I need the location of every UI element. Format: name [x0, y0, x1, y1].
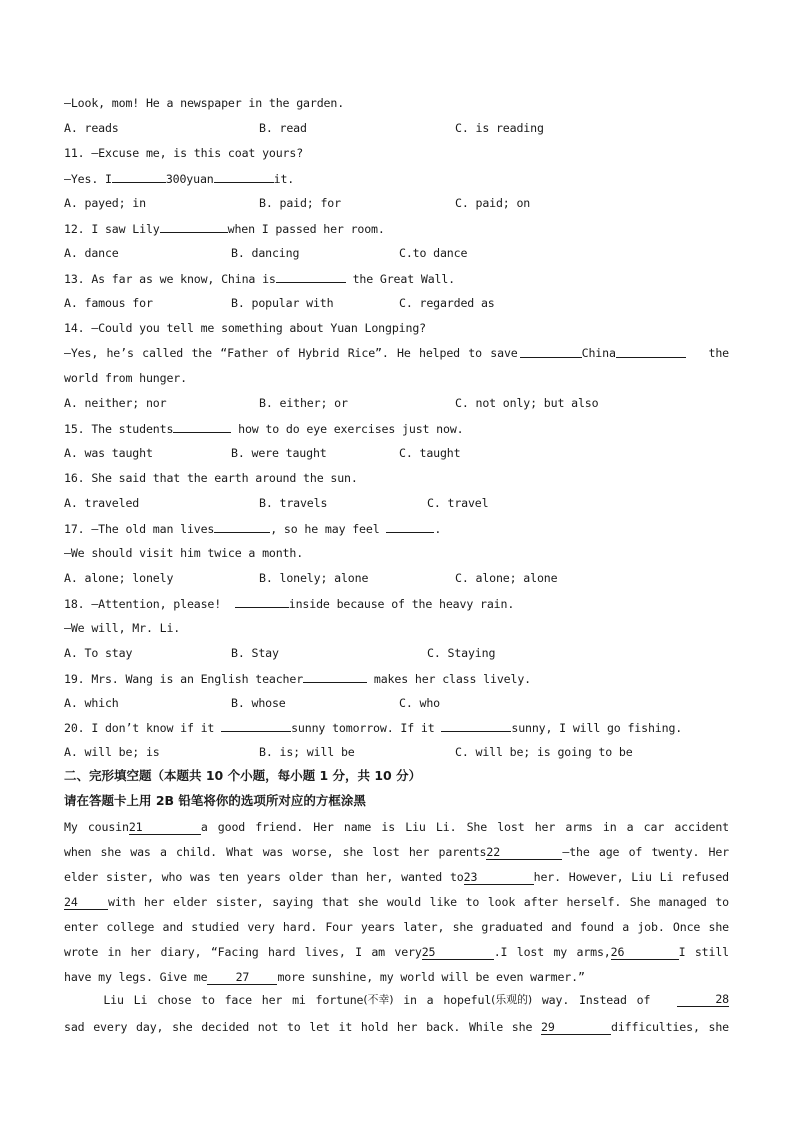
q16-option-b: B. travels [259, 496, 328, 510]
blank [173, 421, 231, 433]
blank-26: 26 [611, 946, 679, 960]
q16-stem: 16. She said that the earth around the sun. [64, 471, 358, 485]
q16-option-a: A. traveled [64, 496, 140, 510]
q19-option-b: B. whose [231, 696, 286, 710]
q14-option-b: B. either; or [259, 396, 348, 410]
q13-option-a: A. famous for [64, 296, 153, 310]
blank-28: 28 [677, 993, 729, 1007]
q17-stem: 17. —The old man lives , so he may feel . [64, 522, 442, 536]
q20-option-c: C. will be; is going to be [455, 745, 633, 759]
q16-option-c: C. travel [427, 496, 489, 510]
q18-reply: —We will, Mr. Li. [64, 621, 181, 635]
section-title: 二、完形填空题（本题共 10 个小题，每小题 1 分，共 10 分） [64, 768, 422, 783]
q10-option-b: B. read [259, 121, 307, 135]
blank-29: 29 [541, 1021, 611, 1035]
passage-line: My cousin21 a good friend. Her name is Liu Li. She lost her arms in a car accident [64, 820, 729, 834]
q20-option-b: B. is; will be [259, 745, 355, 759]
q15-option-b: B. were taught [231, 446, 327, 460]
q20-option-a: A. will be; is [64, 745, 160, 759]
q11-option-a: A. payed; in [64, 196, 146, 210]
blank-22: 22 [486, 846, 562, 860]
q12-stem: 12. I saw Lily when I passed her room. [64, 222, 385, 236]
q17-option-b: B. lonely; alone [259, 571, 369, 585]
q18-stem: 18. —Attention, please! inside because of the heavy rain. [64, 597, 515, 611]
q12-option-b: B. dancing [231, 246, 300, 260]
passage-line: Liu Li chose to face her mi fortune (不幸) in a hopeful (乐观的) way. Instead of 28 [64, 992, 729, 1007]
blank [616, 346, 686, 358]
q17-option-c: C. alone; alone [455, 571, 558, 585]
blank-25: 25 [422, 946, 494, 960]
blank [441, 720, 511, 732]
q19-stem: 19. Mrs. Wang is an English teacher makes her class lively. [64, 672, 531, 686]
q13-option-b: B. popular with [231, 296, 334, 310]
section-instruction: 请在答题卡上用 2B 铅笔将你的选项所对应的方框涂黑 [64, 793, 366, 808]
q11-answer-line: —Yes. I 300yuan it. [64, 172, 295, 186]
q10-option-c: C. is reading [455, 121, 544, 135]
q12-option-a: A. dance [64, 246, 119, 260]
q15-option-a: A. was taught [64, 446, 153, 460]
passage-line: wrote in her diary, “Facing hard lives, I am very25 .I lost my arms,26 I still [64, 945, 730, 959]
blank [303, 671, 367, 683]
blank [520, 346, 582, 358]
passage-line: elder sister, who was ten years older than her, wanted to23 her. However, Liu Li refused [64, 870, 729, 884]
q13-option-c: C. regarded as [399, 296, 495, 310]
blank [235, 596, 289, 608]
blank-21: 21 [129, 821, 201, 835]
q14-stem: 14. —Could you tell me something about Yuan Longping? [64, 321, 426, 335]
blank-24: 24 [64, 896, 108, 910]
blank [160, 221, 228, 233]
blank-23: 23 [464, 871, 534, 885]
q15-stem: 15. The students how to do eye exercises just now. [64, 422, 464, 436]
q14-option-c: C. not only; but also [455, 396, 599, 410]
q11-stem: 11. —Excuse me, is this coat yours? [64, 146, 304, 160]
q12-option-c: C.to dance [399, 246, 468, 260]
passage-line: sad every day, she decided not to let it hold her back. While she 29 difficulties, she [64, 1020, 729, 1034]
q13-stem: 13. As far as we know, China is the Great Wall. [64, 272, 456, 286]
q10-stem: —Look, mom! He a newspaper in the garden. [64, 96, 345, 110]
q19-option-a: A. which [64, 696, 119, 710]
q14-answer-line: —Yes, he’s called the “Father of Hybrid Rice”. He helped to save China the [64, 346, 729, 360]
blank-27: 27 [207, 971, 277, 985]
blank [214, 521, 270, 533]
q20-stem: 20. I don’t know if it sunny tomorrow. If it sunny, I will go fishing. [64, 721, 683, 735]
passage-line: have my legs. Give me 27 more sunshine, my world will be even warmer.” [64, 970, 585, 984]
q19-option-c: C. who [399, 696, 440, 710]
blank [214, 171, 274, 183]
blank [221, 720, 291, 732]
passage-line: 24 with her elder sister, saying that she would like to look after herself. She managed to [64, 895, 729, 909]
q14-continuation: world from hunger. [64, 371, 187, 385]
blank [276, 271, 346, 283]
blank [112, 171, 166, 183]
passage-line: when she was a child. What was worse, she lost her parents22 —the age of twenty. Her [64, 845, 729, 859]
passage-line: enter college and studied very hard. Four years later, she graduated and found a job. Once she [64, 920, 729, 934]
q17-option-a: A. alone; lonely [64, 571, 174, 585]
q18-option-c: C. Staying [427, 646, 496, 660]
q15-option-c: C. taught [399, 446, 461, 460]
q18-option-a: A. To stay [64, 646, 133, 660]
q18-option-b: B. Stay [231, 646, 279, 660]
q14-option-a: A. neither; nor [64, 396, 167, 410]
blank [386, 521, 434, 533]
q17-reply: —We should visit him twice a month. [64, 546, 304, 560]
q10-option-a: A. reads [64, 121, 119, 135]
q11-option-c: C. paid; on [455, 196, 531, 210]
q11-option-b: B. paid; for [259, 196, 341, 210]
